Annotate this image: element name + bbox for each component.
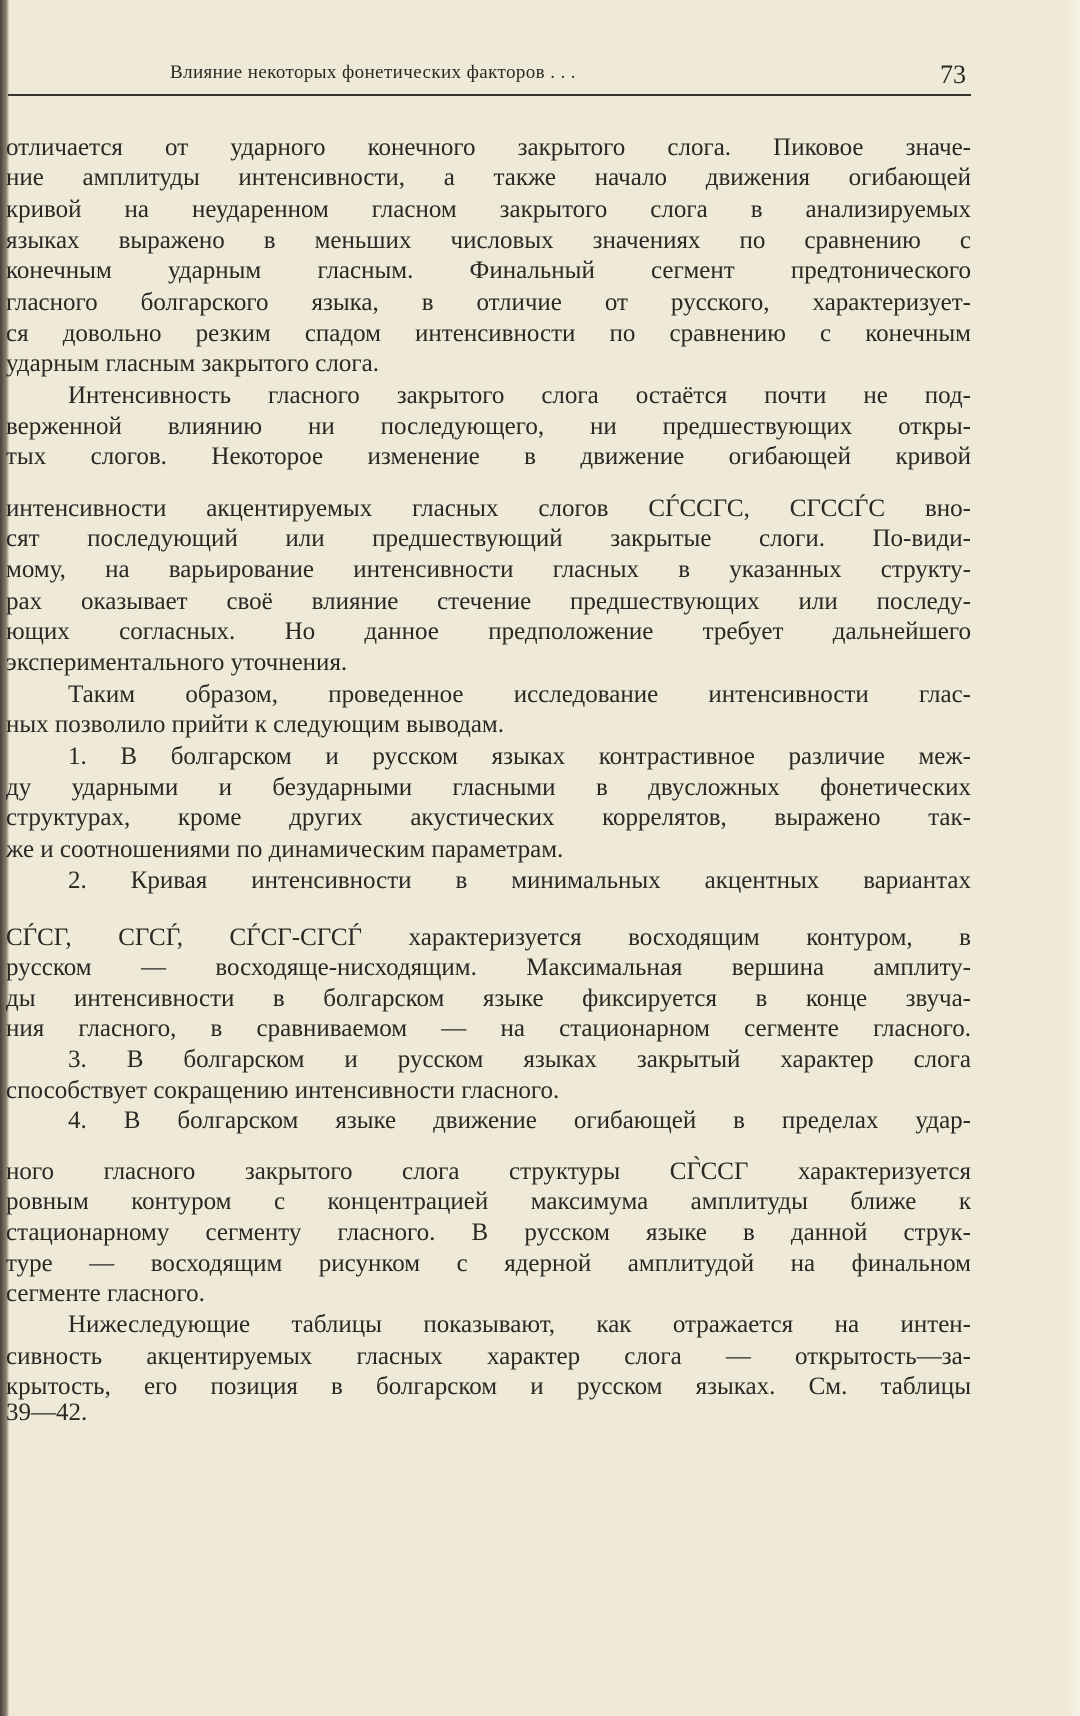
- running-title: Влияние некоторых фонетических факторов . . .: [170, 62, 576, 83]
- text-line: ющих согласных. Но данное предположение требует дальнейшего: [6, 618, 971, 645]
- text-line: экспериментального уточнения.: [6, 649, 348, 676]
- text-line: ся довольно резким спадом интенсивности по сравнению с конечным: [6, 320, 971, 347]
- text-line: сивность акцентируемых гласных характер слога — открытость—за-: [6, 1343, 971, 1370]
- text-line: ды интенсивности в болгарском языке фиксируется в конце звуча-: [6, 985, 971, 1012]
- text-line: 1. В болгарском и русском языках контрастивное различие меж-: [68, 743, 971, 770]
- text-line: кривой на неударенном гласном закрытого слога в анализируемых: [6, 196, 971, 223]
- text-line: ударным гласным закрытого слога.: [6, 350, 379, 377]
- text-line: сегменте гласного.: [6, 1280, 205, 1307]
- text-line: тых слогов. Некоторое изменение в движение огибающей кривой: [6, 443, 971, 470]
- text-line: Таким образом, проведенное исследование интенсивности глас-: [68, 681, 971, 708]
- text-line: Нижеследующие таблицы показывают, как отражается на интен-: [68, 1311, 971, 1338]
- header-rule: [8, 94, 971, 96]
- text-line: СЃСГ, СГСЃ, СЃСГ-СГСЃ характеризуется восходящим контуром, в: [6, 924, 971, 951]
- page-edge: [1066, 0, 1080, 1716]
- text-line: ных позволило прийти к следующим выводам.: [6, 711, 504, 738]
- text-line: сят последующий или предшествующий закрытые слоги. По-види-: [6, 525, 971, 552]
- text-line: отличается от ударного конечного закрытого слога. Пиковое значе-: [6, 134, 971, 161]
- text-line: 2. Кривая интенсивности в минимальных акцентных вариантах: [68, 867, 971, 894]
- text-line: крытость, его позиция в болгарском и русском языках. См. таблицы: [6, 1373, 971, 1400]
- text-line: гласного болгарского языка, в отличие от русского, характеризует-: [6, 289, 971, 316]
- text-line: 4. В болгарском языке движение огибающей в пределах удар-: [68, 1107, 971, 1134]
- text-line: языках выражено в меньших числовых значениях по сравнению с: [6, 227, 971, 254]
- text-line: 39—42.: [6, 1399, 88, 1426]
- text-line: ние амплитуды интенсивности, а также начало движения огибающей: [6, 164, 971, 191]
- text-line: рах оказывает своё влияние стечение предшествующих или последу-: [6, 588, 971, 615]
- text-line: ровным контуром с концентрацией максимума амплитуды ближе к: [6, 1188, 971, 1215]
- text-line: 3. В болгарском и русском языках закрытый характер слога: [68, 1046, 971, 1073]
- text-line: ду ударными и безударными гласными в двусложных фонетических: [6, 774, 971, 801]
- text-line: верженной влиянию ни последующего, ни предшествующих откры-: [6, 413, 971, 440]
- text-line: Интенсивность гласного закрытого слога остаётся почти не под-: [68, 382, 971, 409]
- text-line: русском — восходяще-нисходящим. Максимальная вершина амплиту-: [6, 954, 971, 981]
- text-line: конечным ударным гласным. Финальный сегмент предтонического: [6, 257, 971, 284]
- text-line: интенсивности акцентируемых гласных слогов СЃССГС, СГССЃС вно-: [6, 495, 971, 522]
- text-line: ного гласного закрытого слога структуры СГ̀ССГ характеризуется: [6, 1158, 971, 1185]
- text-line: туре — восходящим рисунком с ядерной амплитудой на финальном: [6, 1250, 971, 1277]
- text-line: способствует сокращению интенсивности гласного.: [6, 1077, 560, 1104]
- text-line: стационарному сегменту гласного. В русском языке в данной струк-: [6, 1219, 971, 1246]
- text-line: же и соотношениями по динамическим параметрам.: [6, 836, 564, 863]
- text-line: структурах, кроме других акустических коррелятов, выражено так-: [6, 804, 971, 831]
- page-number: 73: [940, 60, 966, 89]
- text-line: ния гласного, в сравниваемом — на стационарном сегменте гласного.: [6, 1015, 971, 1042]
- text-line: мому, на варьирование интенсивности гласных в указанных структу-: [6, 556, 971, 583]
